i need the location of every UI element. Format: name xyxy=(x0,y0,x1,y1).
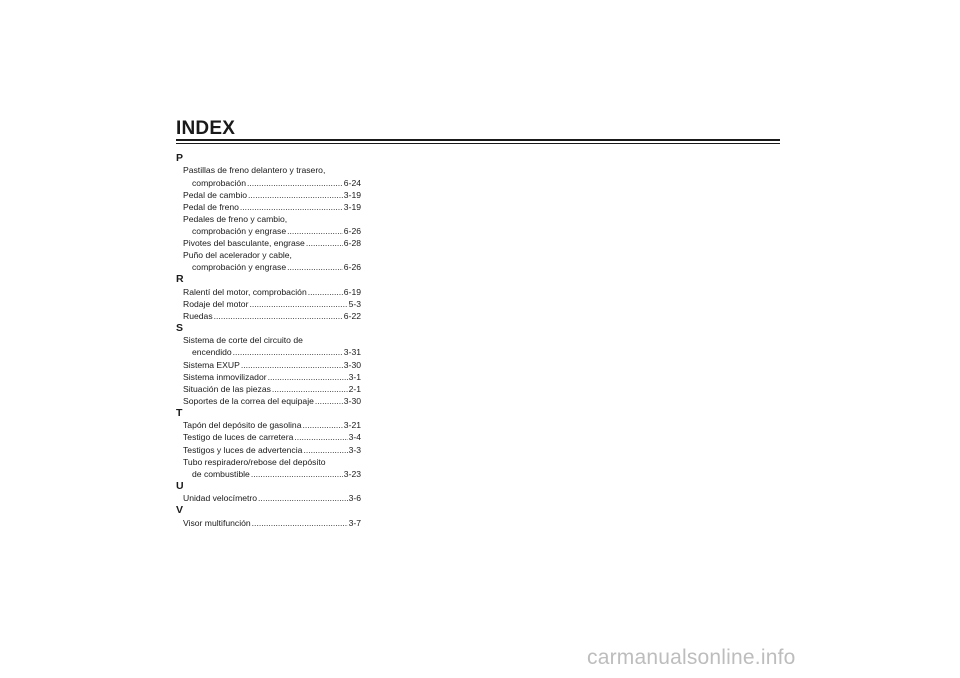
title-rule-thin xyxy=(176,143,780,144)
dot-leader xyxy=(306,237,343,249)
dot-leader xyxy=(251,468,343,480)
dot-leader xyxy=(294,431,347,443)
index-entry-label: Testigo de luces de carretera xyxy=(183,432,294,443)
index-entry-label: Pivotes del basculante, engrase xyxy=(183,237,305,248)
dot-leader xyxy=(247,177,343,189)
index-column xyxy=(176,152,361,529)
dot-leader xyxy=(268,371,348,383)
index-page-number: 3-23 xyxy=(343,468,361,479)
dot-leader xyxy=(240,201,343,213)
dot-leader xyxy=(248,189,343,201)
index-entry-label: Visor multifunción xyxy=(183,517,251,528)
title-rule-thick xyxy=(176,139,780,141)
index-entry xyxy=(176,225,361,237)
index-entry-label: Pedal de cambio xyxy=(183,189,248,200)
index-entry-label: Pedal de freno xyxy=(183,201,239,212)
index-entry xyxy=(176,517,361,529)
index-entry-label: Unidad velocímetro xyxy=(183,493,258,504)
dot-leader xyxy=(233,346,343,358)
index-entry-text: Pastillas de freno delantero y trasero, xyxy=(183,165,326,176)
index-entry-label: Ralentí del motor, comprobación xyxy=(183,286,307,297)
index-page-number: 3-6 xyxy=(348,493,361,504)
index-entry xyxy=(176,261,361,273)
index-entry-label: Soportes de la correa del equipaje xyxy=(183,395,314,406)
dot-leader xyxy=(249,298,347,310)
index-page-number: 6-19 xyxy=(343,286,361,297)
index-entry-label: Sistema inmovilizador xyxy=(183,371,267,382)
index-entry xyxy=(176,237,361,249)
dot-leader xyxy=(214,310,343,322)
index-letter-r: R xyxy=(176,273,184,286)
index-page-number: 6-22 xyxy=(343,310,361,321)
dot-leader xyxy=(258,492,348,504)
index-letter-t: T xyxy=(176,406,183,419)
index-entry xyxy=(176,419,361,431)
dot-leader xyxy=(303,419,343,431)
index-entry-label: comprobación y engrase xyxy=(192,225,287,236)
index-entry-text: Puño del acelerador y cable, xyxy=(183,250,292,261)
index-entry xyxy=(176,298,361,310)
index-entry-label: comprobación xyxy=(192,177,246,188)
index-page-number: 3-21 xyxy=(343,420,361,431)
dot-leader xyxy=(315,395,343,407)
index-entry-text: Pedales de freno y cambio, xyxy=(183,213,288,224)
index-page-number: 3-7 xyxy=(348,517,361,528)
index-entry xyxy=(176,189,361,201)
index-page-number: 6-28 xyxy=(343,237,361,248)
index-entry-label: Sistema EXUP xyxy=(183,359,240,370)
dot-leader xyxy=(241,359,343,371)
index-entry-label: Rodaje del motor xyxy=(183,298,249,309)
index-page-number: 6-24 xyxy=(343,177,361,188)
index-entry xyxy=(176,444,361,456)
index-entry xyxy=(176,201,361,213)
dot-leader xyxy=(272,383,348,395)
index-entry xyxy=(176,395,361,407)
index-entry-label: encendido xyxy=(192,347,232,358)
dot-leader xyxy=(303,444,347,456)
index-letter-p: P xyxy=(176,152,184,164)
index-entry-label: de combustible xyxy=(192,468,250,479)
index-entry-label: Tapón del depósito de gasolina xyxy=(183,420,302,431)
index-letter-v: V xyxy=(176,504,184,517)
index-page-number: 6-26 xyxy=(343,262,361,273)
index-entry-label: comprobación y engrase xyxy=(192,262,287,273)
index-page-number: 3-19 xyxy=(343,189,361,200)
index-page-number: 3-4 xyxy=(348,432,361,443)
page-title: INDEX xyxy=(176,118,236,139)
index-page-number: 3-30 xyxy=(343,359,361,370)
index-entry xyxy=(176,383,361,395)
index-entry xyxy=(176,431,361,443)
index-page-number: 3-3 xyxy=(348,444,361,455)
index-entry xyxy=(176,492,361,504)
index-page-number: 3-1 xyxy=(348,371,361,382)
index-entry xyxy=(176,468,361,480)
index-page-number: 3-30 xyxy=(343,395,361,406)
index-entry xyxy=(176,177,361,189)
dot-leader xyxy=(252,517,348,529)
index-entry xyxy=(176,286,361,298)
index-page-number: 5-3 xyxy=(348,298,361,309)
index-entry-label: Testigos y luces de advertencia xyxy=(183,444,303,455)
index-page-number: 6-26 xyxy=(343,225,361,236)
index-letter-u: U xyxy=(176,479,184,492)
index-page-number: 3-31 xyxy=(343,347,361,358)
dot-leader xyxy=(287,225,343,237)
index-entry-text: Sistema de corte del circuito de xyxy=(183,335,303,346)
dot-leader xyxy=(308,286,343,298)
index-entry-text: Tubo respiradero/rebose del depósito xyxy=(183,456,326,467)
index-letter-s: S xyxy=(176,321,184,334)
dot-leader xyxy=(287,261,343,273)
watermark: carmanualsonline.info xyxy=(587,646,796,669)
index-entry xyxy=(176,346,361,358)
index-page-number: 3-19 xyxy=(343,201,361,212)
index-page-number: 2-1 xyxy=(348,383,361,394)
index-entry-label: Ruedas xyxy=(183,310,213,321)
index-entry xyxy=(176,310,361,322)
index-entry xyxy=(176,359,361,371)
index-entry xyxy=(176,371,361,383)
index-entry-label: Situación de las piezas xyxy=(183,383,271,394)
